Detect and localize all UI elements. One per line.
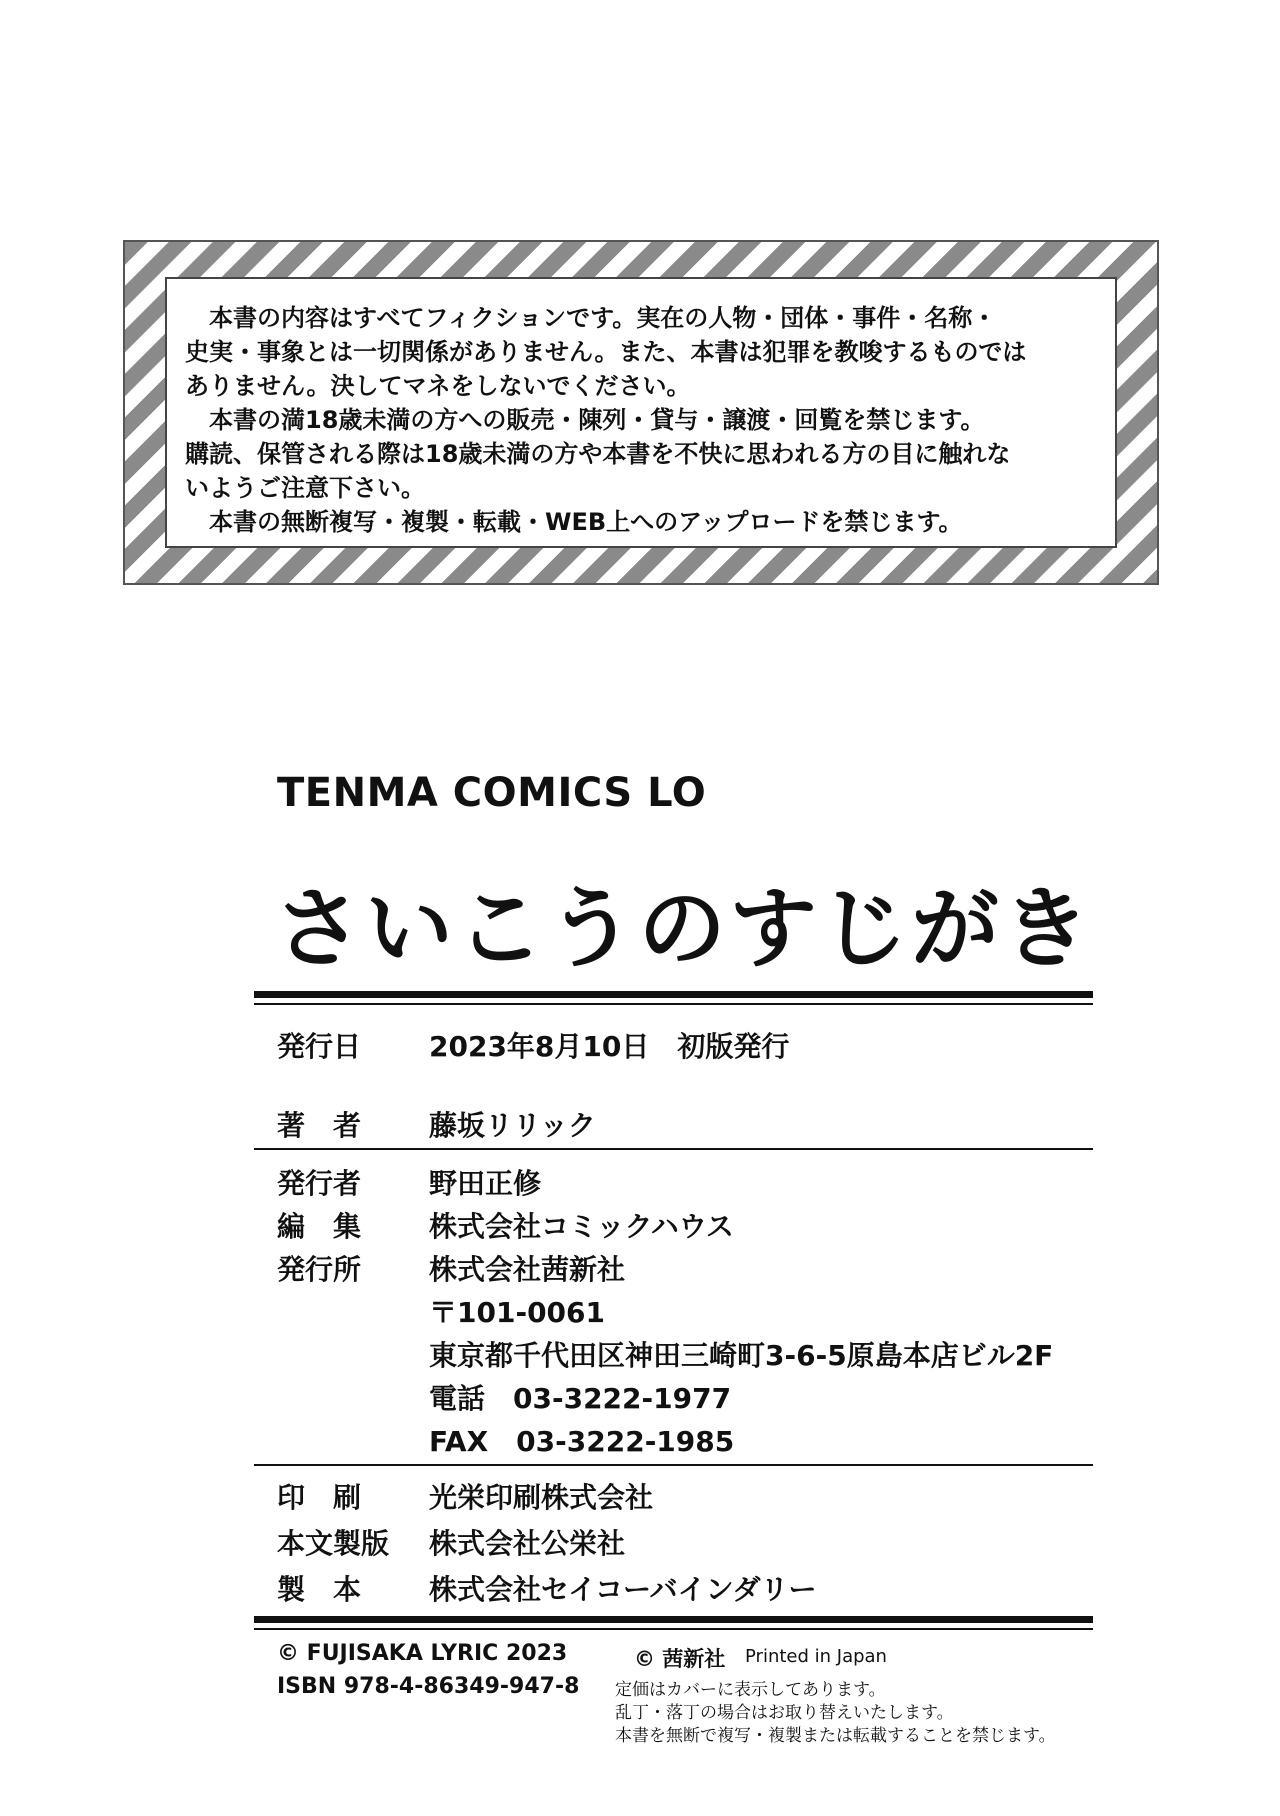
binding-value: 株式会社セイコーバインダリー (429, 1573, 817, 1606)
issue-date-row (277, 1025, 789, 1065)
publisher-label: 発行所 (277, 1253, 362, 1286)
author-row (277, 1104, 596, 1144)
publisher-person-label: 発行者 (277, 1167, 362, 1200)
warning-line: 本書の内容はすべてフィクションです。実在の人物・団体・事件・名称・ (185, 304, 997, 332)
postal-code: 〒101-0061 (429, 1296, 605, 1329)
footer-note: 本書を無断で複写・複製または転載することを禁じます。 (615, 1726, 1056, 1746)
isbn: ISBN 978-4-86349-947-8 (277, 1674, 580, 1699)
binding-label: 製 本 (277, 1573, 362, 1606)
telephone: 電話 03-3222-1977 (429, 1382, 732, 1415)
printing-row (277, 1476, 653, 1516)
footer-note: 乱丁・落丁の場合はお取り替えいたします。 (615, 1703, 954, 1723)
author-value: 藤坂リリック (429, 1109, 596, 1142)
divider (254, 1148, 1093, 1150)
publisher-person-value: 野田正修 (429, 1167, 542, 1200)
printing-value: 光栄印刷株式会社 (429, 1481, 654, 1514)
issue-label: 発行日 (277, 1030, 362, 1063)
warning-line: 本書の無断複写・複製・転載・WEB上へのアップロードを禁じます。 (185, 508, 963, 536)
title-rule-thin (254, 1003, 1093, 1005)
series-name: TENMA COMICS LO (277, 770, 707, 816)
footer-note: 定価はカバーに表示してあります。 (615, 1680, 886, 1700)
plate-label: 本文製版 (277, 1527, 390, 1560)
footer-rule-thick (254, 1616, 1093, 1623)
footer-rule-thin (254, 1628, 1093, 1630)
warning-frame (123, 240, 1159, 585)
issue-value: 2023年8月10日 初版発行 (429, 1030, 790, 1063)
publisher-row (277, 1248, 625, 1288)
publisher-value: 株式会社茜新社 (429, 1253, 626, 1286)
plate-value: 株式会社公栄社 (429, 1527, 626, 1560)
warning-notice (165, 277, 1117, 548)
warning-line: 本書の満18歳未満の方への販売・陳列・貸与・譲渡・回覧を禁じます。 (185, 406, 985, 434)
printing-label: 印 刷 (277, 1481, 362, 1514)
author-label: 著 者 (277, 1109, 362, 1142)
address: 東京都千代田区神田三崎町3-6-5原島本店ビル2F (429, 1339, 1054, 1372)
divider (254, 1464, 1093, 1466)
copyright: © FUJISAKA LYRIC 2023 (277, 1641, 568, 1666)
warning-line: 史実・事象とは一切関係がありません。また、本書は犯罪を教唆するものでは (185, 338, 1027, 366)
warning-line: 購読、保管される際は18歳未満の方や本書を不快に思われる方の目に触れな (185, 440, 1011, 468)
publisher-mark: © 茜新社 (634, 1647, 726, 1671)
warning-line: ありません。決してマネをしないでください。 (185, 372, 691, 400)
printed-in-japan: Printed in Japan (745, 1646, 887, 1667)
publisher-person-row (277, 1162, 541, 1202)
editor-value: 株式会社コミックハウス (429, 1210, 734, 1243)
book-title: さいこうのすじがき (274, 877, 1094, 980)
title-rule-thick (254, 991, 1093, 998)
binding-row (277, 1568, 817, 1608)
fax: FAX 03-3222-1985 (429, 1425, 735, 1458)
plate-row (277, 1522, 625, 1562)
editor-label: 編 集 (277, 1210, 362, 1243)
editor-row (277, 1205, 734, 1245)
warning-line: いようご注意下さい。 (185, 474, 425, 502)
